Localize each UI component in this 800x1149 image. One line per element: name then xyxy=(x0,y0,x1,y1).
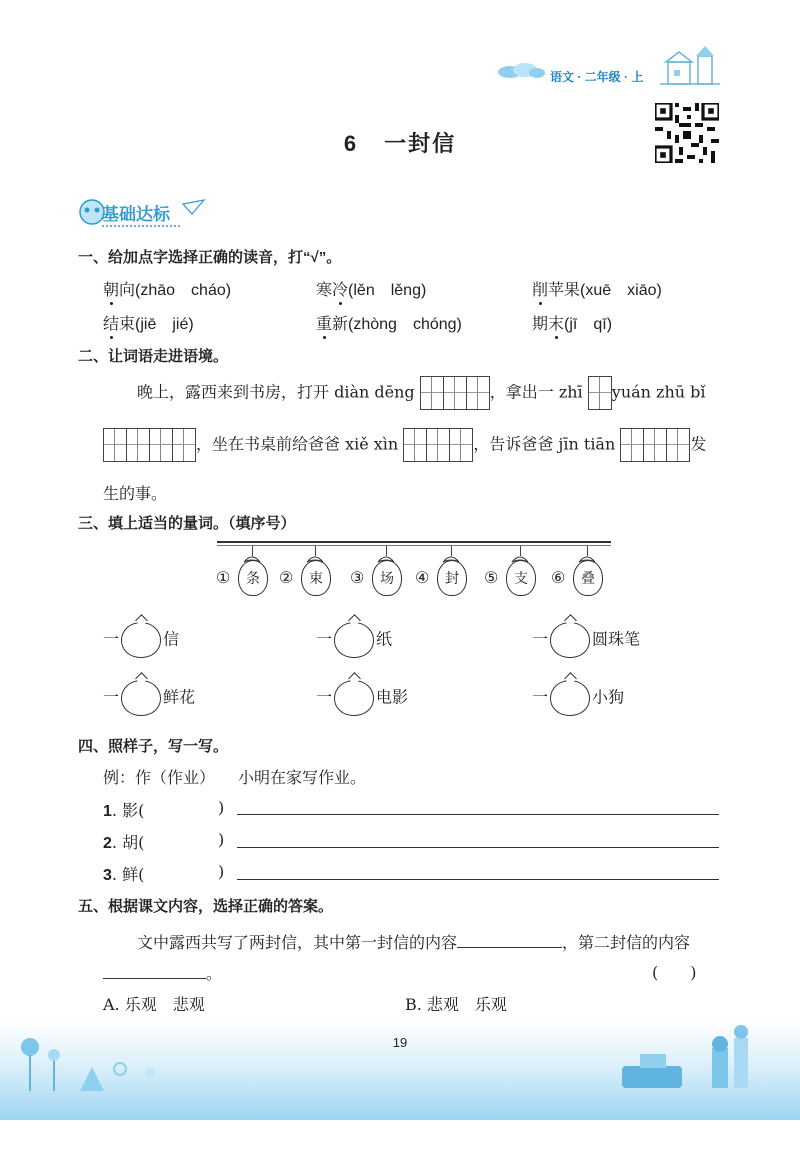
section-badge-text: 基础达标 xyxy=(102,205,170,224)
pinyin-item: 结束(jiē jié) xyxy=(103,314,194,333)
measure-word-item: 一 鲜花 xyxy=(103,680,195,716)
answer-line[interactable] xyxy=(237,847,719,848)
context-paragraph-line1: 晚上，露西来到书房，打开 diàn dēng ，拿出一 zhī yuán zhū bǐ xyxy=(137,376,706,410)
write-item: 2. 胡( xyxy=(103,833,145,852)
town-decoration xyxy=(612,1018,772,1094)
cloud-decoration xyxy=(495,60,545,80)
tianzi-box-group[interactable] xyxy=(403,428,473,462)
answer-bubble[interactable] xyxy=(334,680,374,716)
section1-heading: 一、给加点字选择正确的读音，打“√”。 xyxy=(78,249,342,266)
question-line2: 。 xyxy=(103,960,222,984)
blank[interactable] xyxy=(457,929,562,948)
answer-paren[interactable]: ( ) xyxy=(652,963,697,982)
qr-code-icon[interactable] xyxy=(655,103,719,163)
pinyin-item: 削苹果(xuē xiāo) xyxy=(532,280,662,299)
blank[interactable] xyxy=(103,960,206,979)
grade-tag: 语文 · 二年级 · 上 xyxy=(550,70,644,84)
write-item-close: ) xyxy=(218,798,225,817)
section5-heading: 五、根据课文内容，选择正确的答案。 xyxy=(78,898,334,915)
option-b[interactable]: B. 悲观 乐观 xyxy=(405,995,507,1014)
tianzi-box-group[interactable] xyxy=(620,428,690,462)
answer-bubble[interactable] xyxy=(550,680,590,716)
page-number: 19 xyxy=(392,1035,408,1050)
pinyin-item: 寒冷(lěn lěng) xyxy=(316,280,427,299)
example-sentence: 小明在家写作业。 xyxy=(238,768,367,787)
answer-bubble[interactable] xyxy=(334,622,374,658)
lesson-title: 一封信 xyxy=(384,131,457,156)
measure-word-item: 一 小狗 xyxy=(532,680,624,716)
question-line1: 文中露西共写了两封信，其中第一封信的内容 ，第二封信的内容 xyxy=(137,929,690,953)
write-item: 3. 鲜( xyxy=(103,865,145,884)
tianzi-box-group[interactable] xyxy=(420,376,490,410)
answer-bubble[interactable] xyxy=(121,622,161,658)
write-item-close: ) xyxy=(218,830,225,849)
pinyin-item: 期末(jī qī) xyxy=(532,314,613,333)
vine-line xyxy=(217,541,611,543)
measure-word-item: 一 纸 xyxy=(316,622,392,658)
section3-heading: 三、填上适当的量词。（填序号） xyxy=(78,515,296,532)
answer-line[interactable] xyxy=(237,814,719,815)
write-item-close: ) xyxy=(218,862,225,881)
answer-bubble[interactable] xyxy=(550,622,590,658)
measure-word-item: 一 电影 xyxy=(316,680,408,716)
write-item: 1. 影( xyxy=(103,801,145,820)
measure-word-item: 一 圆珠笔 xyxy=(532,622,640,658)
tianzi-box-group[interactable] xyxy=(103,428,196,462)
pinyin-item: 朝向(zhāo cháo) xyxy=(103,280,232,299)
tianzi-box-group[interactable] xyxy=(588,376,612,410)
option-a[interactable]: A. 乐观 悲观 xyxy=(103,995,205,1014)
context-paragraph-line3: 生的事。 xyxy=(103,484,168,503)
answer-bubble[interactable] xyxy=(121,680,161,716)
vine-line-shadow xyxy=(217,545,611,546)
lesson-number: 6 xyxy=(343,131,359,156)
section2-heading: 二、让词语走进语境。 xyxy=(78,348,229,365)
example-label: 例：作（作业） xyxy=(103,768,216,787)
house-decoration xyxy=(660,46,722,86)
measure-word-item: 一 信 xyxy=(103,622,179,658)
pinyin-item: 重新(zhòng chóng) xyxy=(316,314,462,333)
answer-line[interactable] xyxy=(237,879,719,880)
context-paragraph-line2: ，坐在书桌前给爸爸 xiě xìn ，告诉爸爸 jīn tiān 发 xyxy=(103,428,706,462)
section4-heading: 四、照样子，写一写。 xyxy=(78,738,229,755)
